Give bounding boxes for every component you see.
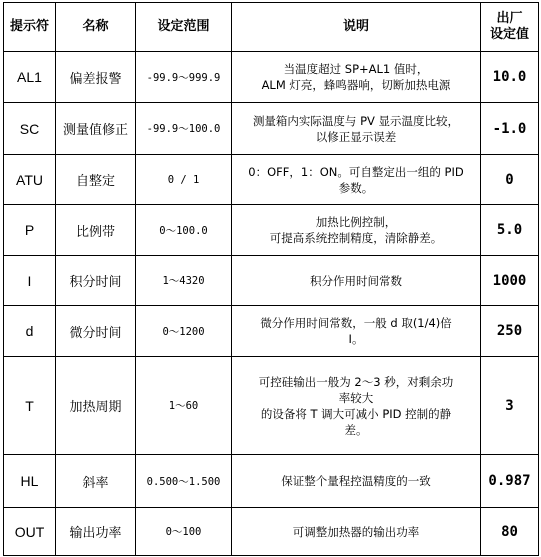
cell-symbol: HL [4,455,56,508]
cell-default: -1.0 [481,103,539,155]
description-line: 差。 [344,422,368,437]
cell-name: 测量值修正 [56,103,136,155]
cell-range: 0～1200 [136,306,232,357]
cell-symbol: ATU [4,155,56,205]
cell-default: 0 [481,155,539,205]
description-line: 可提高系统控制精度，清除静差。 [269,231,443,245]
cell-name: 加热周期 [56,357,136,455]
cell-description [232,357,481,455]
cell-symbol: OUT [4,508,56,556]
cell-symbol: T [4,357,56,455]
table-row [4,455,539,508]
description-line: 积分作用时间常数 [310,273,402,288]
cell-description [232,306,481,357]
description-line: I。 [348,332,364,346]
table-row [4,256,539,306]
description-line: 微分作用时间常数，一般 d 取(1/4)倍 [260,316,452,330]
cell-symbol: P [4,205,56,256]
cell-symbol: d [4,306,56,357]
cell-range: -99.9～100.0 [136,103,232,155]
cell-description [232,508,481,556]
cell-name: 微分时间 [56,306,136,357]
cell-default: 0.987 [481,455,539,508]
cell-name: 偏差报警 [56,52,136,103]
table-row [4,103,539,155]
cell-name: 比例带 [56,205,136,256]
description-line: 保证整个量程控温精度的一致 [281,474,431,488]
table-row [4,205,539,256]
cell-range: 0～100 [136,508,232,556]
cell-default: 250 [481,306,539,357]
cell-description [232,155,481,205]
header-default [481,3,539,52]
cell-range: -99.9～999.9 [136,52,232,103]
cell-range: 0.500～1.500 [136,455,232,508]
table-row [4,508,539,556]
cell-description [232,455,481,508]
table-row [4,357,539,455]
cell-default: 10.0 [481,52,539,103]
header-default-line2: 设定值 [489,27,529,42]
cell-description [232,205,481,256]
description-line: 参数。 [338,180,374,195]
description-line: 当温度超过 SP+AL1 值时， [283,62,429,76]
cell-name: 斜率 [56,455,136,508]
header-range: 设定范围 [136,3,232,52]
description-line: 可调整加热器的输出功率 [292,524,420,539]
description-line: 率较大 [338,390,374,405]
cell-description [232,103,481,155]
header-description: 说明 [232,3,481,52]
description-line: 以修正显示误差 [315,129,397,144]
cell-description [232,256,481,306]
description-line: 加热比例控制， [315,215,397,229]
cell-default: 3 [481,357,539,455]
header-default-line1: 出厂 [496,11,523,26]
cell-range: 1～60 [136,357,232,455]
cell-default: 1000 [481,256,539,306]
cell-symbol: AL1 [4,52,56,103]
cell-description [232,52,481,103]
table-row [4,52,539,103]
cell-range: 1～4320 [136,256,232,306]
cell-range: 0～100.0 [136,205,232,256]
table-row [4,155,539,205]
cell-range: 0 / 1 [136,155,232,205]
cell-symbol: SC [4,103,56,155]
parameter-table [3,2,539,556]
header-row [4,3,539,52]
description-line: 测量箱内实际温度与 PV 显示温度比较， [252,113,460,128]
cell-default: 5.0 [481,205,539,256]
header-name: 名称 [56,3,136,52]
cell-symbol: I [4,256,56,306]
description-line: 0：OFF，1：ON。可自整定出一组的 PID [248,164,464,179]
cell-name: 积分时间 [56,256,136,306]
cell-default: 80 [481,508,539,556]
cell-name: 输出功率 [56,508,136,556]
table-row [4,306,539,357]
cell-name: 自整定 [56,155,136,205]
description-line: ALM 灯亮，蜂鸣器响，切断加热电源 [261,78,451,92]
header-symbol: 提示符 [4,3,56,52]
description-line: 可控硅输出一般为 2～3 秒，对剩余功 [258,374,454,389]
description-line: 的设备将 T 调大可减小 PID 控制的静 [260,406,452,421]
